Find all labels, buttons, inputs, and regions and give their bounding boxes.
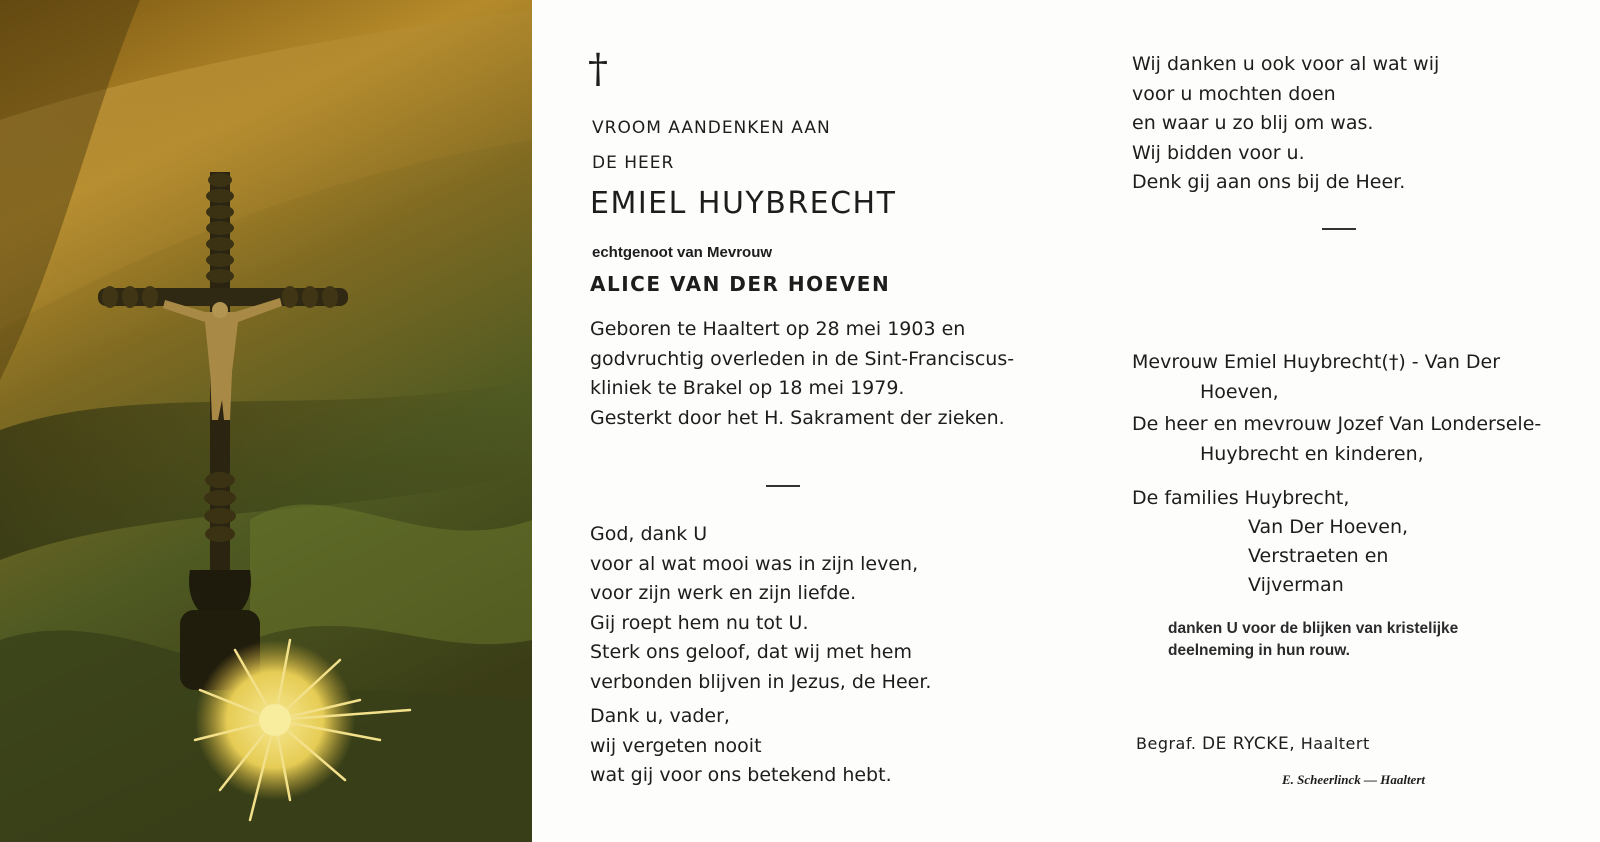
card-title: DE HEER	[592, 153, 675, 173]
memorial-card-text	[532, 0, 1600, 842]
poem-line: Wij bidden voor u.	[1132, 141, 1305, 164]
divider	[1322, 228, 1356, 230]
family-line: Verstraeten en	[1248, 545, 1389, 567]
prayer-line: voor zijn werk en zijn liefde.	[590, 582, 857, 604]
family-line: Huybrecht en kinderen,	[1200, 443, 1424, 465]
closing-line: Dank u, vader,	[590, 705, 730, 727]
biography	[590, 315, 1014, 433]
bio-line: kliniek te Brakel op 18 mei 1979.	[590, 377, 905, 399]
poem-line: en waar u zo blij om was.	[1132, 112, 1374, 134]
card-heading: VROOM AANDENKEN AAN	[592, 118, 831, 138]
poem	[1132, 50, 1439, 198]
divider	[766, 485, 800, 487]
undertaker-prefix: Begraf.	[1136, 734, 1197, 753]
prayer-line: verbonden blijven in Jezus, de Heer.	[590, 670, 932, 693]
bio-line: Geboren te Haaltert op 28 mei 1903 en	[590, 318, 966, 340]
memorial-photo	[0, 0, 532, 842]
closing-prayer	[590, 702, 892, 791]
undertaker-name: DE RYCKE,	[1202, 734, 1296, 754]
family-line: Vijverman	[1248, 574, 1344, 596]
undertaker	[1136, 734, 1370, 754]
family-line: Mevrouw Emiel Huybrecht(†) - Van Der	[1132, 351, 1501, 373]
deceased-name: EMIEL HUYBRECHT	[590, 186, 897, 221]
closing-line: wij vergeten nooit	[590, 734, 762, 757]
prayer-line: God, dank U	[590, 523, 708, 545]
poem-line: Wij danken u ook voor al wat wij	[1132, 53, 1440, 75]
thanks-message	[1168, 618, 1458, 662]
spouse-name: ALICE VAN DER HOEVEN	[590, 272, 891, 296]
poem-line: Denk gij aan ons bij de Heer.	[1132, 171, 1406, 193]
poem-line: voor u mochten doen	[1132, 82, 1336, 105]
prayer-line: Sterk ons geloof, dat wij met hem	[590, 641, 912, 663]
prayer	[590, 520, 931, 697]
thanks-line: danken U voor de blijken van kristelijke	[1168, 620, 1459, 637]
prayer-line: voor al wat mooi was in zijn leven,	[590, 552, 919, 575]
family-line: De heer en mevrouw Jozef Van Londersele-	[1132, 413, 1542, 435]
undertaker-place: Haaltert	[1300, 734, 1370, 753]
prayer-line: Gij roept hem nu tot U.	[590, 611, 809, 634]
thanks-line: deelneming in hun rouw.	[1168, 642, 1350, 659]
family-line: Van Der Hoeven,	[1248, 516, 1409, 538]
bio-line: Gesterkt door het H. Sakrament der zieken.	[590, 406, 1005, 429]
bio-line: godvruchtig overleden in de Sint-Franciscus-	[590, 347, 1015, 370]
closing-line: wat gij voor ons betekend hebt.	[590, 764, 892, 786]
spouse-intro: echtgenoot van Mevrouw	[592, 244, 773, 261]
family-line: Hoeven,	[1200, 381, 1279, 403]
crucifix-picture	[0, 0, 532, 842]
printer-credit: E. Scheerlinck — Haaltert	[1282, 772, 1425, 787]
cross-symbol-icon: †	[588, 46, 608, 92]
family-line: De families Huybrecht,	[1132, 487, 1350, 509]
